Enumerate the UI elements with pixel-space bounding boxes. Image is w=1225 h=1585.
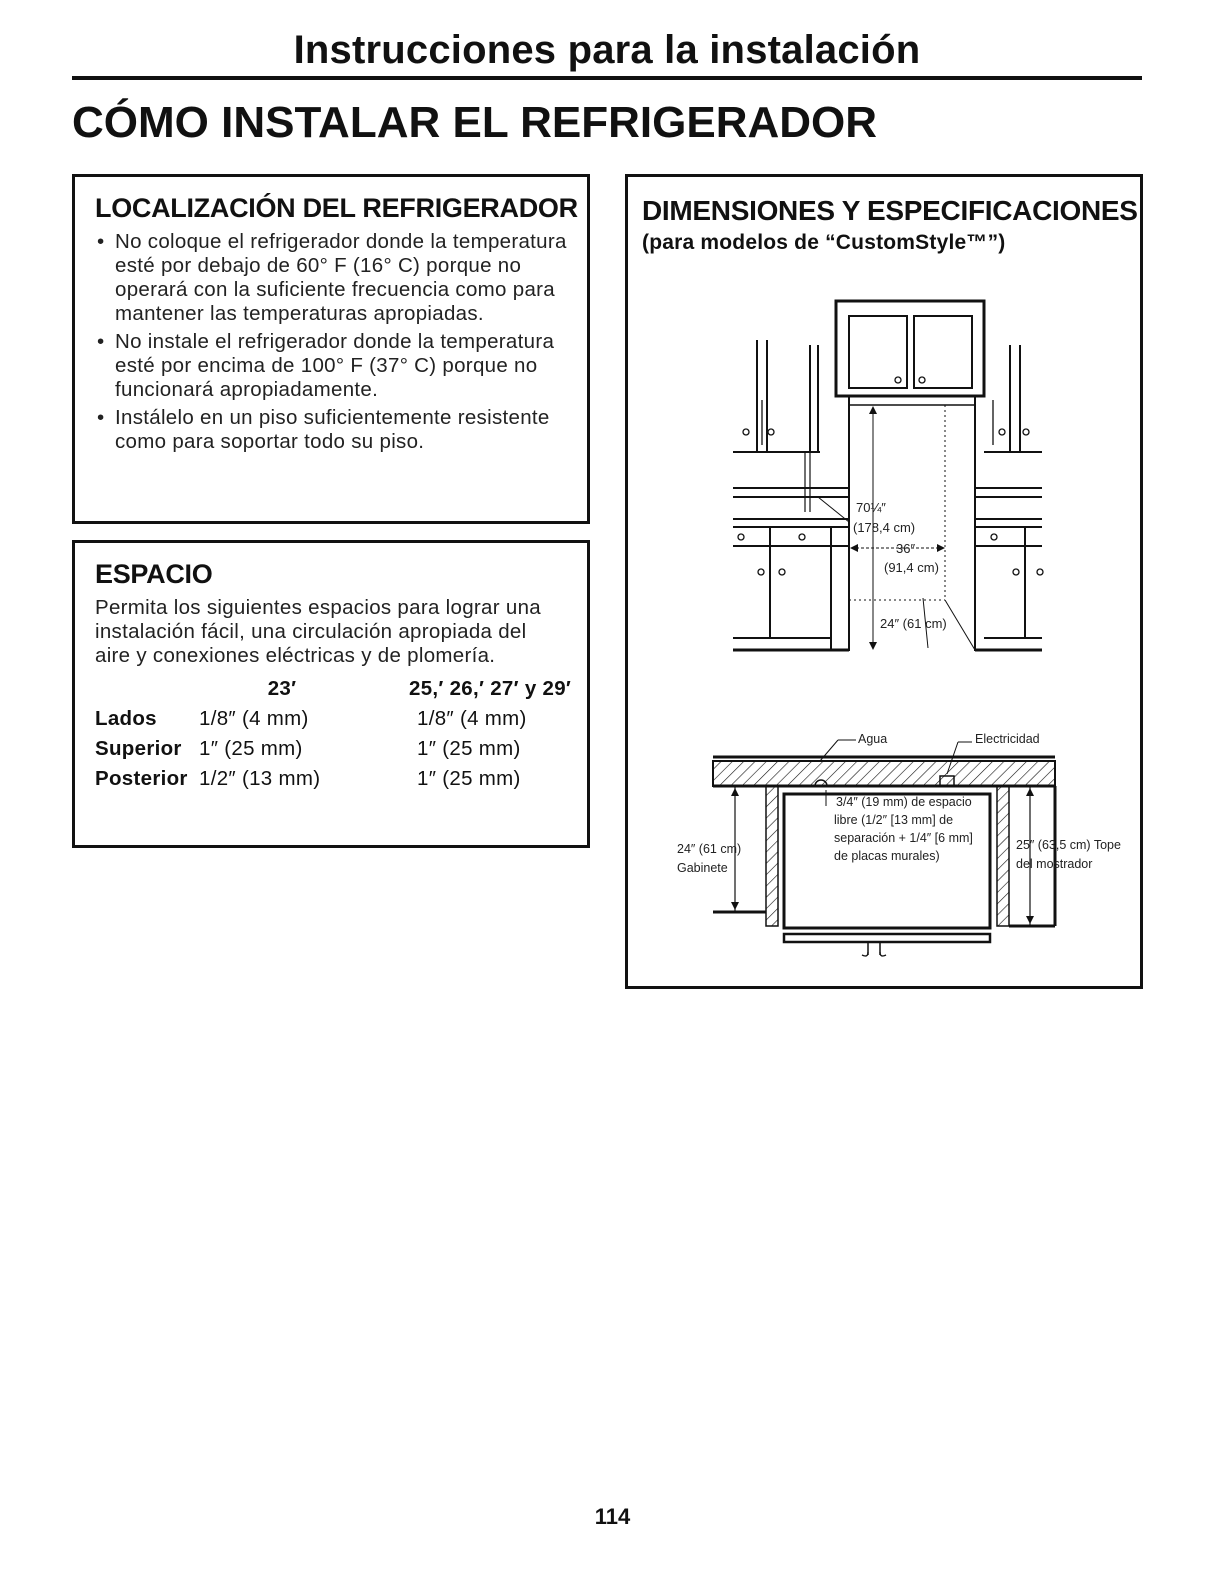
- electric-label: Electricidad: [975, 732, 1040, 746]
- list-item-text: Instálelo en un piso suficientemente resistente como para soportar todo su piso.: [115, 406, 550, 453]
- cabinet-depth-label: 24″ (61 cm): [677, 842, 742, 856]
- clearance-note-line: libre (1/2″ [13 mm] de: [834, 813, 954, 827]
- bullet-icon: •: [97, 230, 105, 253]
- page-number: 114: [594, 1504, 631, 1529]
- counter-depth-label: 25″ (63,5 cm) Tope: [1016, 838, 1121, 852]
- row-value-25-29: 1″ (25 mm): [417, 737, 521, 760]
- cabinet-label: Gabinete: [677, 861, 728, 875]
- row-label: Lados: [95, 707, 157, 730]
- list-item-text: No coloque el refrigerador donde la temperatura esté por debajo de 60° F (16° C) porque no operará con la suficiente frecuencia como para mantener las temperaturas apropiadas.: [115, 230, 567, 325]
- table-header-23: 23′: [267, 677, 297, 700]
- row-value-25-29: 1/8″ (4 mm): [417, 707, 527, 730]
- clearance-heading: ESPACIO: [95, 559, 213, 589]
- dimensions-subheading: (para modelos de “CustomStyle™”): [642, 231, 1006, 254]
- row-label: Superior: [95, 737, 182, 760]
- row-value-25-29: 1″ (25 mm): [417, 767, 521, 790]
- height-label: 70¼″: [856, 500, 886, 515]
- height-metric-label: (178,4 cm): [853, 520, 916, 535]
- width-label: 36″: [896, 541, 916, 556]
- clearance-note-line: de placas murales): [834, 849, 940, 863]
- row-value-23: 1/2″ (13 mm): [199, 767, 321, 790]
- bullet-icon: •: [97, 406, 105, 429]
- location-heading: LOCALIZACIÓN DEL REFRIGERADOR: [95, 193, 578, 223]
- row-label: Posterior: [95, 767, 188, 790]
- clearance-intro: Permita los siguientes espacios para lograr una instalación fácil, una circulación apropiada del aire y conexiones eléctricas y de plomería.: [95, 596, 541, 667]
- width-metric-label: (91,4 cm): [884, 560, 939, 575]
- list-item-text: No instale el refrigerador donde la temperatura esté por encima de 100° F (37° C) porque no funcionará apropiadamente.: [115, 330, 555, 401]
- page-title: CÓMO INSTALAR EL REFRIGERADOR: [72, 98, 878, 147]
- depth-label: 24″ (61 cm): [880, 616, 947, 631]
- counter-label: del mostrador: [1016, 857, 1093, 871]
- row-value-23: 1″ (25 mm): [199, 737, 303, 760]
- clearance-note-line: separación + 1/4″ [6 mm]: [834, 831, 973, 845]
- water-label: Agua: [858, 732, 888, 746]
- row-value-23: 1/8″ (4 mm): [199, 707, 309, 730]
- section-title: Instrucciones para la instalación: [293, 28, 921, 72]
- clearance-note-line: 3/4″ (19 mm) de espacio: [836, 795, 972, 809]
- dimensions-heading: DIMENSIONES Y ESPECIFICACIONES: [642, 195, 1138, 226]
- bullet-icon: •: [97, 330, 105, 353]
- table-header-25-29: 25,′ 26,′ 27′ y 29′: [409, 677, 572, 700]
